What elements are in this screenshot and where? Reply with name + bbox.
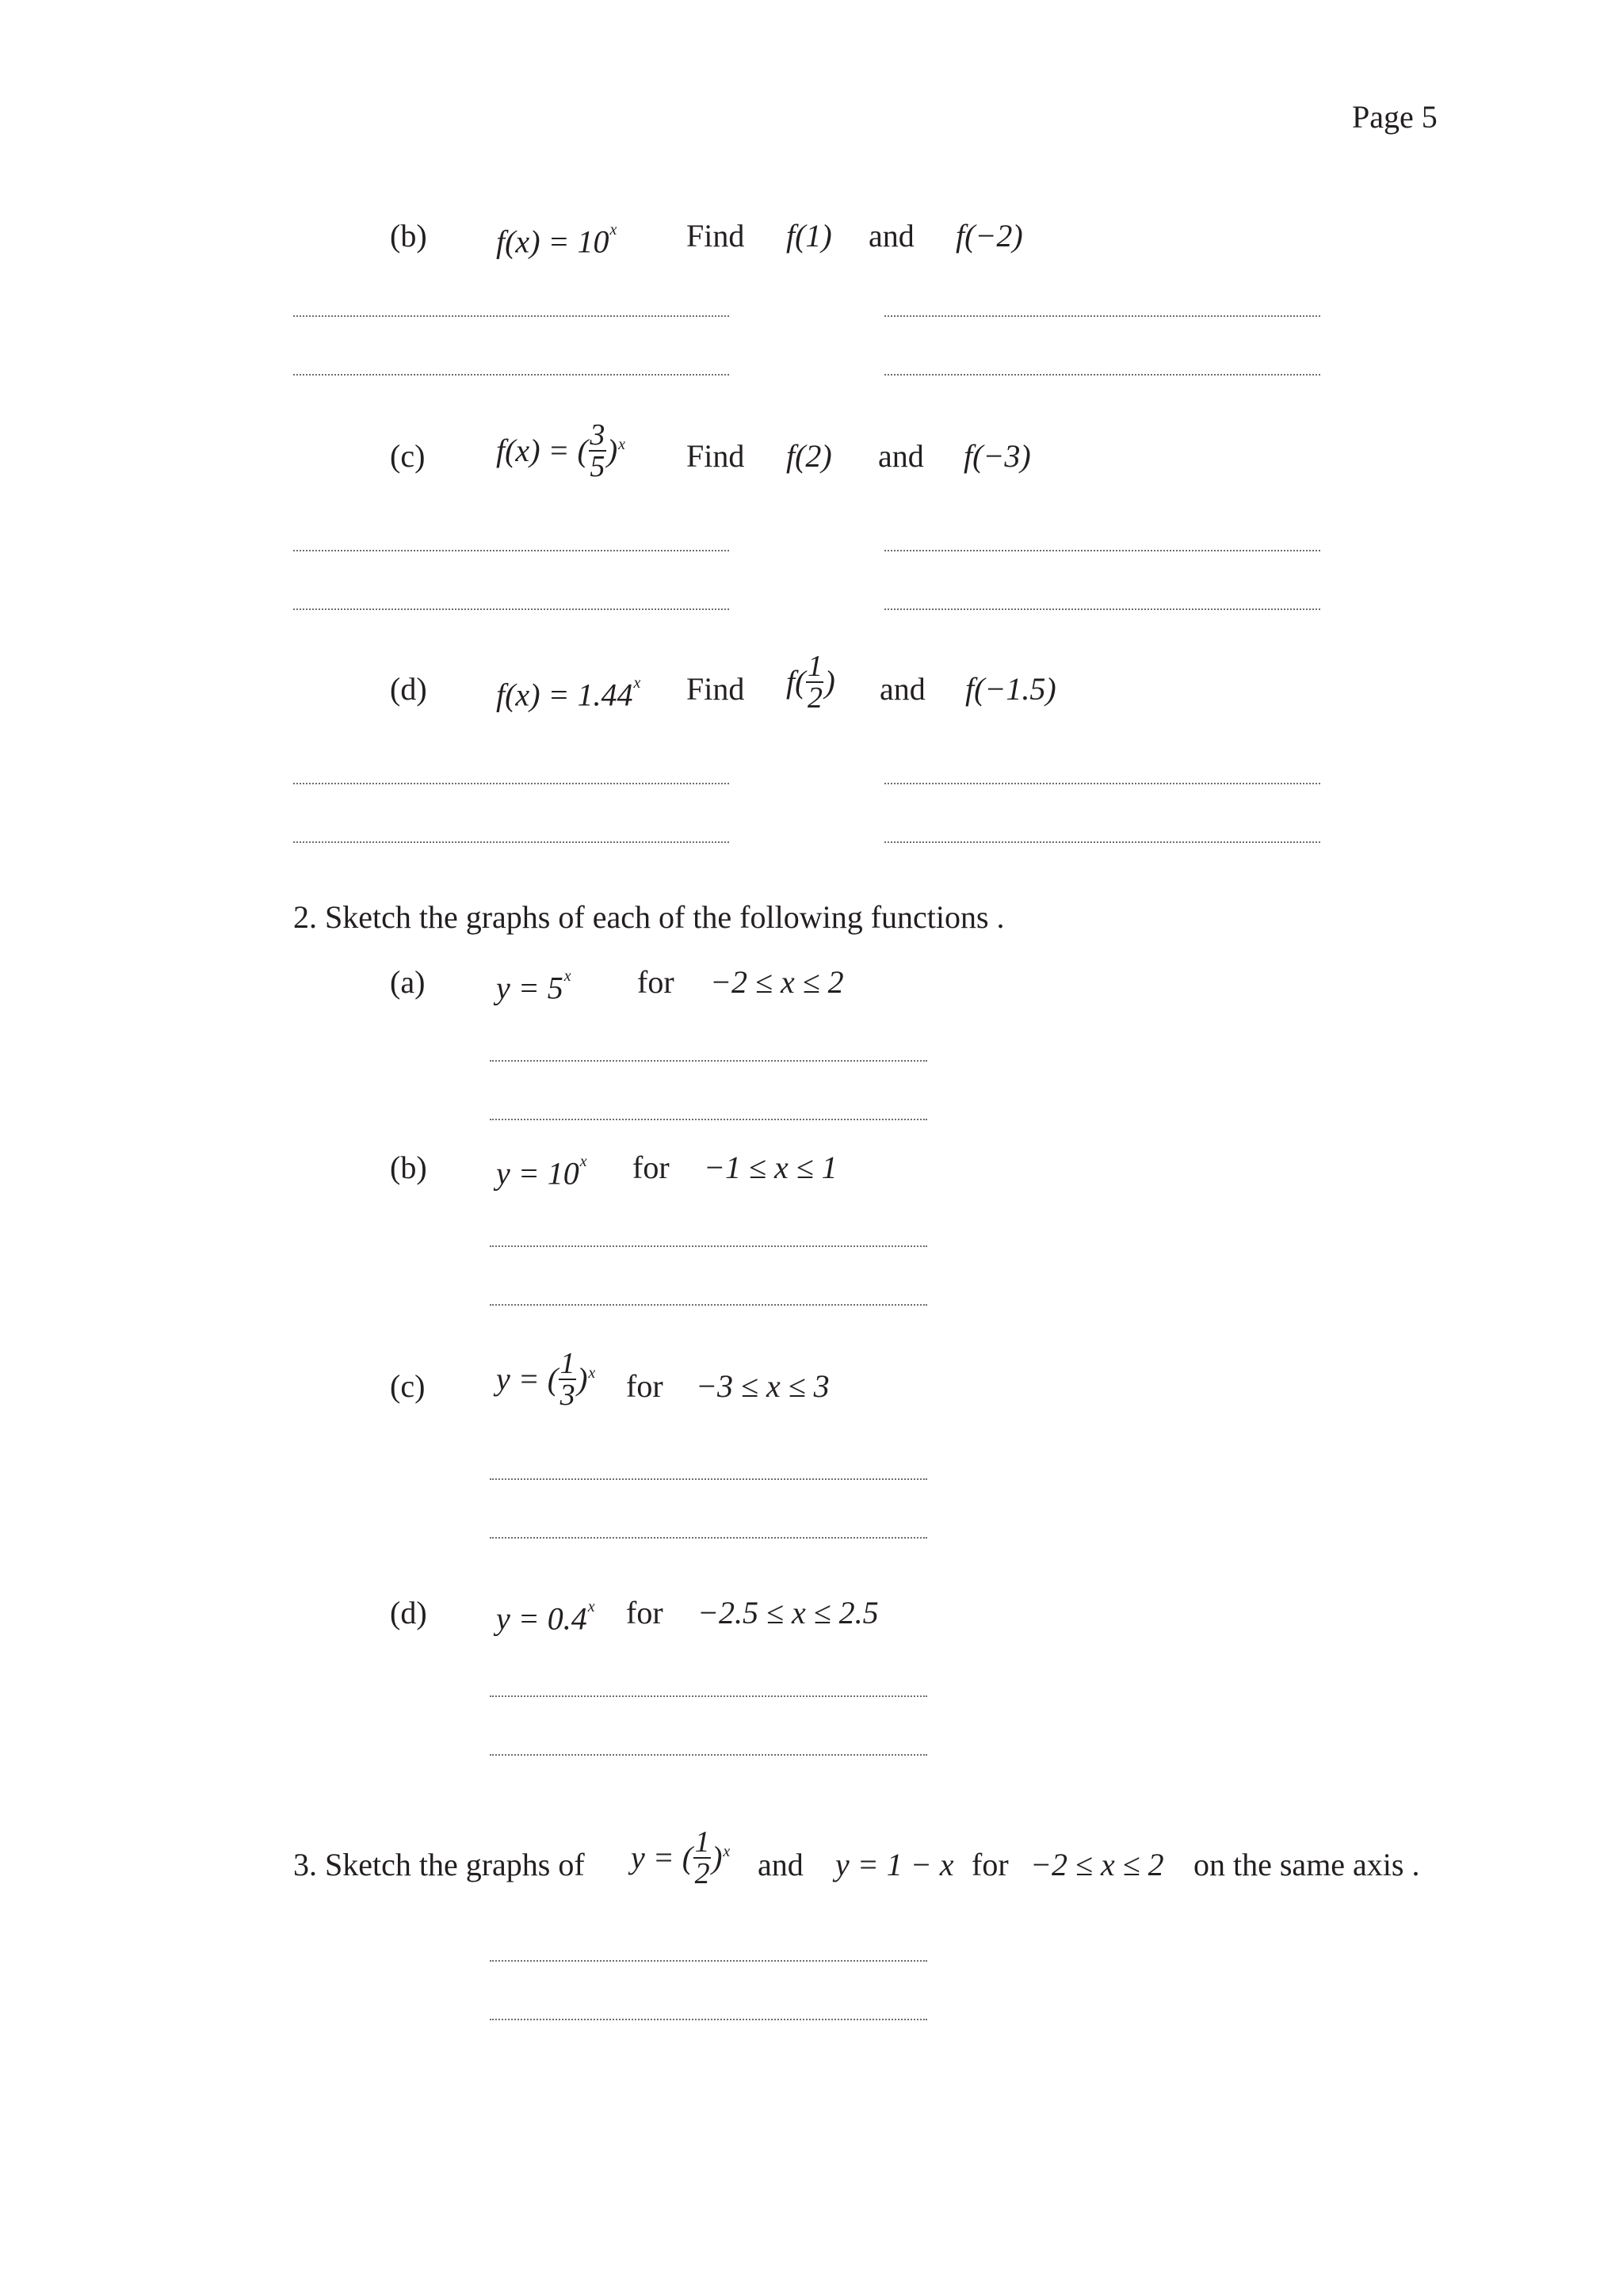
q1c-label: (c) (390, 438, 426, 474)
q1d-value-2: f(−1.5) (965, 671, 1056, 707)
q1b-value-2: f(−2) (956, 218, 1023, 254)
answer-line[interactable] (490, 1478, 927, 1480)
q1b-find: Find (686, 218, 745, 254)
q2d-for: for (626, 1595, 663, 1630)
q3-range: −2 ≤ x ≤ 2 (1030, 1847, 1164, 1882)
answer-line[interactable] (490, 1060, 927, 1062)
answer-line[interactable] (490, 2019, 927, 2020)
q2c-for: for (626, 1368, 663, 1404)
q1d-and: and (880, 671, 926, 707)
q2a-equation: $y = 5^x$ (496, 967, 571, 1006)
q1c-find: Find (686, 438, 745, 474)
answer-line[interactable] (293, 608, 729, 610)
answer-line[interactable] (293, 315, 729, 317)
q2c-label: (c) (390, 1368, 426, 1404)
answer-line[interactable] (490, 1754, 927, 1756)
answer-line[interactable] (293, 783, 729, 784)
answer-line[interactable] (293, 550, 729, 551)
answer-line[interactable] (884, 841, 1320, 843)
question-3-heading: 3. Sketch the graphs of (293, 1847, 585, 1882)
answer-line[interactable] (490, 1304, 927, 1306)
q1b-value-1: f(1) (786, 218, 832, 254)
answer-line[interactable] (884, 550, 1320, 551)
q2b-range: −1 ≤ x ≤ 1 (704, 1150, 838, 1185)
q2c-equation: y = ( $\frac{1}{3}$ ) $^x$ (496, 1347, 596, 1412)
q2d-label: (d) (390, 1595, 427, 1630)
q2d-equation: $y = 0.4^x$ (496, 1598, 595, 1637)
q2b-for: for (632, 1150, 670, 1185)
q2d-range: −2.5 ≤ x ≤ 2.5 (697, 1595, 879, 1630)
answer-line[interactable] (490, 1245, 927, 1247)
q3-equation-1: y = ( $\frac{1}{2}$ ) $^x$ (631, 1825, 731, 1890)
answer-line[interactable] (884, 315, 1320, 317)
fraction: $\frac{1}{3}$ (559, 1347, 575, 1412)
q1b-and: and (869, 218, 915, 254)
q1c-function: f(x) = ( $\frac{3}{5}$ ) $^x$ (496, 418, 626, 483)
q3-for: for (972, 1847, 1009, 1882)
q1c-and: and (878, 438, 924, 474)
q3-equation-2: y = 1 − x (835, 1847, 954, 1882)
q3-and: and (758, 1847, 804, 1882)
answer-line[interactable] (490, 1960, 927, 1962)
q2b-equation: $y = 10^x$ (496, 1153, 587, 1192)
q1b-label: (b) (390, 218, 427, 254)
q3-tail: on the same axis . (1193, 1847, 1420, 1882)
fraction: $\frac{1}{2}$ (807, 650, 823, 715)
q2a-label: (a) (390, 964, 426, 1000)
answer-line[interactable] (490, 1119, 927, 1120)
answer-line[interactable] (490, 1537, 927, 1539)
question-2-heading: 2. Sketch the graphs of each of the following functions . (293, 899, 1005, 935)
answer-line[interactable] (293, 374, 729, 376)
answer-line[interactable] (884, 608, 1320, 610)
answer-line[interactable] (490, 1695, 927, 1697)
q1d-label: (d) (390, 671, 427, 707)
q2b-label: (b) (390, 1150, 427, 1185)
q1d-value-1: f( $\frac{1}{2}$ ) (786, 650, 835, 715)
q2a-for: for (637, 964, 674, 1000)
fraction: $\frac{1}{2}$ (694, 1825, 710, 1890)
q2a-range: −2 ≤ x ≤ 2 (710, 964, 844, 1000)
q1c-value-2: f(−3) (964, 438, 1031, 474)
fraction: $\frac{3}{5}$ (590, 418, 605, 483)
answer-line[interactable] (293, 841, 729, 843)
answer-line[interactable] (884, 783, 1320, 784)
q1d-function: $f(x) = 1.44^x$ (496, 674, 641, 713)
q1d-find: Find (686, 671, 745, 707)
answer-line[interactable] (884, 374, 1320, 376)
page-number: Page 5 (1352, 99, 1438, 135)
q2c-range: −3 ≤ x ≤ 3 (696, 1368, 830, 1404)
q1c-value-1: f(2) (786, 438, 832, 474)
q1b-function: $f(x) = 10^x$ (496, 221, 617, 260)
